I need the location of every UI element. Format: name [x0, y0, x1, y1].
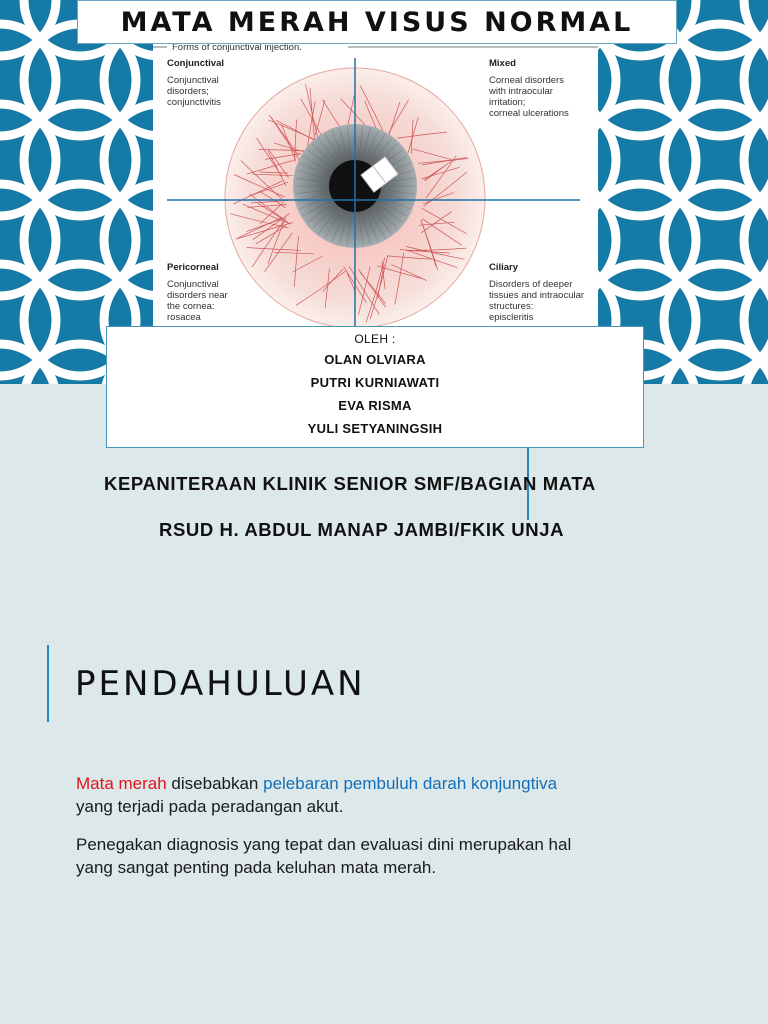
institution-department: KEPANITERAAN KLINIK SENIOR SMF/BAGIAN MATA	[104, 473, 596, 494]
slide-title: MATA MERAH VISUS NORMAL	[120, 7, 634, 38]
paragraph-diagnosis	[76, 833, 571, 879]
quadrant-ciliary: Ciliary Disorders of deeper tissues and intraocular structures: episcleritis	[489, 262, 585, 323]
highlight-definition: pelebaran pembuluh darah konjungtiva	[263, 774, 558, 793]
highlight-term: Mata merah	[76, 774, 167, 793]
quadrant-conjunctival: Conjunctival Conjunctival disorders; conjunctivitis	[167, 58, 225, 108]
paragraph-text: disebabkan	[166, 774, 264, 793]
author-name: OLAN OLVIARA	[324, 352, 426, 367]
title-banner	[77, 0, 677, 44]
section-accent-bar	[47, 645, 49, 722]
author-name: YULI SETYANINGSIH	[307, 421, 443, 436]
institution-hospital: RSUD H. ABDUL MANAP JAMBI/FKIK UNJA	[159, 519, 565, 540]
quadrant-pericorneal: Pericorneal Conjunctival disorders near the cornea: rosacea	[167, 262, 228, 323]
paragraph-definition	[76, 772, 557, 818]
paragraph-text: Penegakan diagnosis yang tepat dan evaluasi dini merupakan hal	[76, 835, 572, 854]
quadrant-mixed: Mixed Corneal disorders with intraocular irritation; corneal ulcerations	[489, 58, 569, 119]
conjunctival-injection-figure	[153, 44, 598, 326]
author-name: PUTRI KURNIAWATI	[310, 375, 440, 390]
authors-label: OLEH :	[354, 332, 396, 346]
author-name: EVA RISMA	[338, 398, 412, 413]
figure-caption: Forms of conjunctival injection.	[172, 44, 302, 53]
paragraph-text: yang sangat penting pada keluhan mata merah.	[76, 858, 437, 877]
paragraph-text: yang terjadi pada peradangan akut.	[76, 797, 344, 816]
section-title: PENDAHULUAN	[75, 664, 366, 704]
authors-box	[106, 326, 644, 448]
